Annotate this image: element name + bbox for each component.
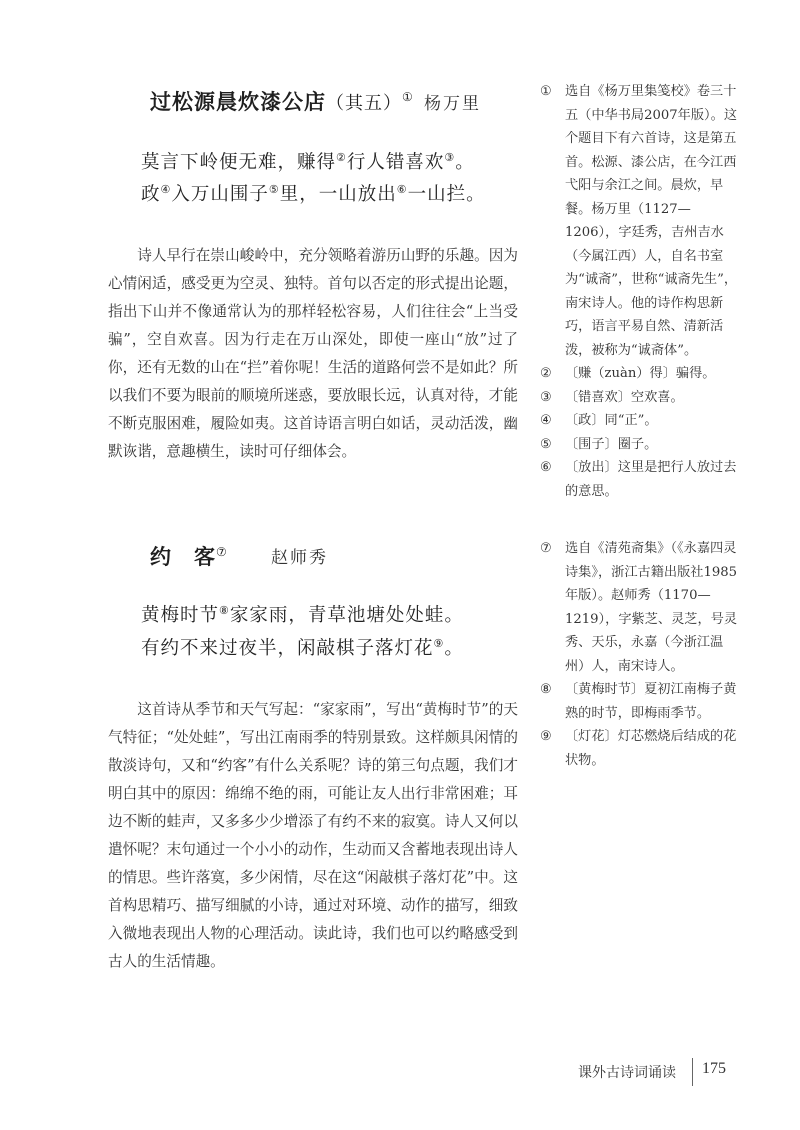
footnote (540, 386, 740, 410)
footnote-number: ② (540, 366, 552, 381)
footnote-number: ⑨ (540, 729, 552, 744)
poem2-title-text: 约 客 (150, 544, 216, 569)
footer-divider (692, 1058, 693, 1086)
footnote-number: ⑧ (540, 682, 552, 697)
verse-text: 莫言下岭便无难，赚得 (141, 152, 337, 173)
poem1-author: 杨万里 (424, 94, 481, 114)
footnote-number: ⑥ (540, 460, 552, 475)
footnote-text: 选自《杨万里集笺校》卷三十五（中华书局2007年版）。这个题目下有六首诗，这是第五首。松源、漆公店，在今江西弋阳与余江之间。晨炊，早餐。杨万里（1127—1206），字廷秀，吉州吉水（今属江西）人，自名书室为“诚斋”，世称“诚斋先生”，南宋诗人。他的诗作构思新巧，语言平易自然、清新活泼，被称为“诚斋体”。 (565, 84, 738, 358)
footnote-number: ⑤ (540, 436, 552, 452)
poem2-commentary-text: 这首诗从季节和天气写起：“家家雨”，写出“黄梅时节”的天气特征；“处处蛙”，写出江南雨季的特别景致。这样颇具闲情的散淡诗句，又和“约客”有什么关系呢？诗的第三句点题，我们才明白其中的原因：绵绵不绝的雨，可能让友人出行非常困难；耳边不断的蛙声，又多多少少增添了有约不来的寂寞。诗人又何以遣怀呢？末句通过一个小小的动作，生动而又含蓄地表现出诗人的情思。些许落寞，多少闲情，尽在这“闲敲棋子落灯花”中。这首构思精巧、描写细腻的小诗，通过对环境、动作的描写，细致入微地表现出人物的心理活动。读此诗，我们也可以约略感受到古人的生活情趣。 (108, 701, 518, 970)
footnote (540, 80, 740, 362)
poem2-title (150, 541, 228, 571)
footnote-text: 〔围子〕圈子。 (565, 436, 658, 452)
poem2-commentary (108, 696, 518, 976)
poem1-verse-2 (141, 180, 486, 206)
footnote (540, 678, 740, 725)
note-ref: ② (336, 150, 347, 164)
footnote (540, 725, 740, 772)
footnote-number: ③ (540, 389, 552, 405)
poem2-verse-1 (141, 601, 464, 627)
poem1-commentary-text: 诗人早行在崇山峻岭中，充分领略着游历山野的乐趣。因为心情闲适，感受更为空灵、独特。首句以否定的形式提出论题，指出下山并不像通常认为的那样轻松容易，人们往往会“上当受骗”，空自欢喜。因为行走在万山深处，即使一座山“放”过了你，还有无数的山在“拦”着你呢！生活的道路何尝不是如此？所以我们不要为眼前的顺境所迷惑，要放眼长远，认真对待，才能不断克服困难，履险如夷。这首诗语言明白如话，灵动活泼，幽默诙谐，意趣横生，读时可仔细体会。 (108, 247, 518, 460)
footnote-number: ① (540, 84, 552, 99)
footnote (540, 409, 740, 433)
note-ref: ④ (160, 182, 172, 196)
footnote (540, 456, 740, 503)
poem1-note-mark: ① (402, 90, 414, 104)
verse-text: 。 (455, 152, 475, 173)
verse-text: 行人错喜欢 (346, 152, 445, 173)
footnote-text: 〔灯花〕灯芯燃烧后结成的花状物。 (565, 729, 737, 768)
page-number: 175 (702, 1060, 726, 1077)
poem2-author: 赵师秀 (271, 548, 328, 568)
note-ref: ⑧ (219, 603, 230, 617)
footnote-text: 〔放出〕这里是把行人放过去的意思。 (565, 460, 737, 499)
footnote-number: ④ (540, 413, 552, 428)
note-ref: ③ (444, 150, 456, 164)
poem1-verse-1 (141, 148, 475, 174)
poem2-verse-2 (141, 634, 464, 660)
footnote-text: 〔赚（zuàn）得〕骗得。 (565, 366, 716, 381)
footnote-text: 选自《清苑斋集》（《永嘉四灵诗集》，浙江古籍出版社1985年版）。赵师秀（1170—1219），字紫芝、灵芝，号灵秀、天乐，永嘉（今浙江温州）人，南宋诗人。 (565, 541, 738, 674)
note-ref: ⑨ (433, 636, 445, 650)
poem1-subtitle: （其五） (326, 93, 402, 114)
verse-text: 一山拦。 (407, 184, 486, 205)
poem1-commentary (108, 242, 518, 466)
verse-text: 政 (141, 184, 161, 205)
footer-section-title: 课外古诗词诵读 (578, 1065, 676, 1081)
footnote-text: 〔政〕同“正”。 (565, 413, 658, 428)
poem1-title (150, 86, 414, 116)
verse-text: 家家雨，青草池塘处处蛙。 (229, 605, 464, 626)
verse-text: 。 (444, 638, 464, 659)
note-ref: ⑥ (396, 182, 408, 196)
verse-text: 有约不来过夜半，闲敲棋子落灯花 (141, 638, 434, 659)
footnote-text: 〔黄梅时节〕夏初江南梅子黄熟的时节，即梅雨季节。 (565, 682, 737, 721)
verse-text: 黄梅时节 (141, 605, 220, 626)
footnote-text: 〔错喜欢〕空欢喜。 (565, 389, 684, 405)
footnote (540, 433, 740, 457)
verse-text: 入万山围子 (171, 184, 269, 205)
poem1-title-text: 过松源晨炊漆公店 (150, 89, 326, 114)
footnote (540, 362, 740, 386)
verse-text: 里，一山放出 (279, 184, 397, 205)
notes-group-1 (540, 80, 740, 503)
note-ref: ⑤ (268, 182, 280, 196)
notes-group-2 (540, 537, 740, 772)
footnote-number: ⑦ (540, 541, 552, 556)
poem2-note-mark: ⑦ (216, 545, 228, 559)
footnote (540, 537, 740, 678)
